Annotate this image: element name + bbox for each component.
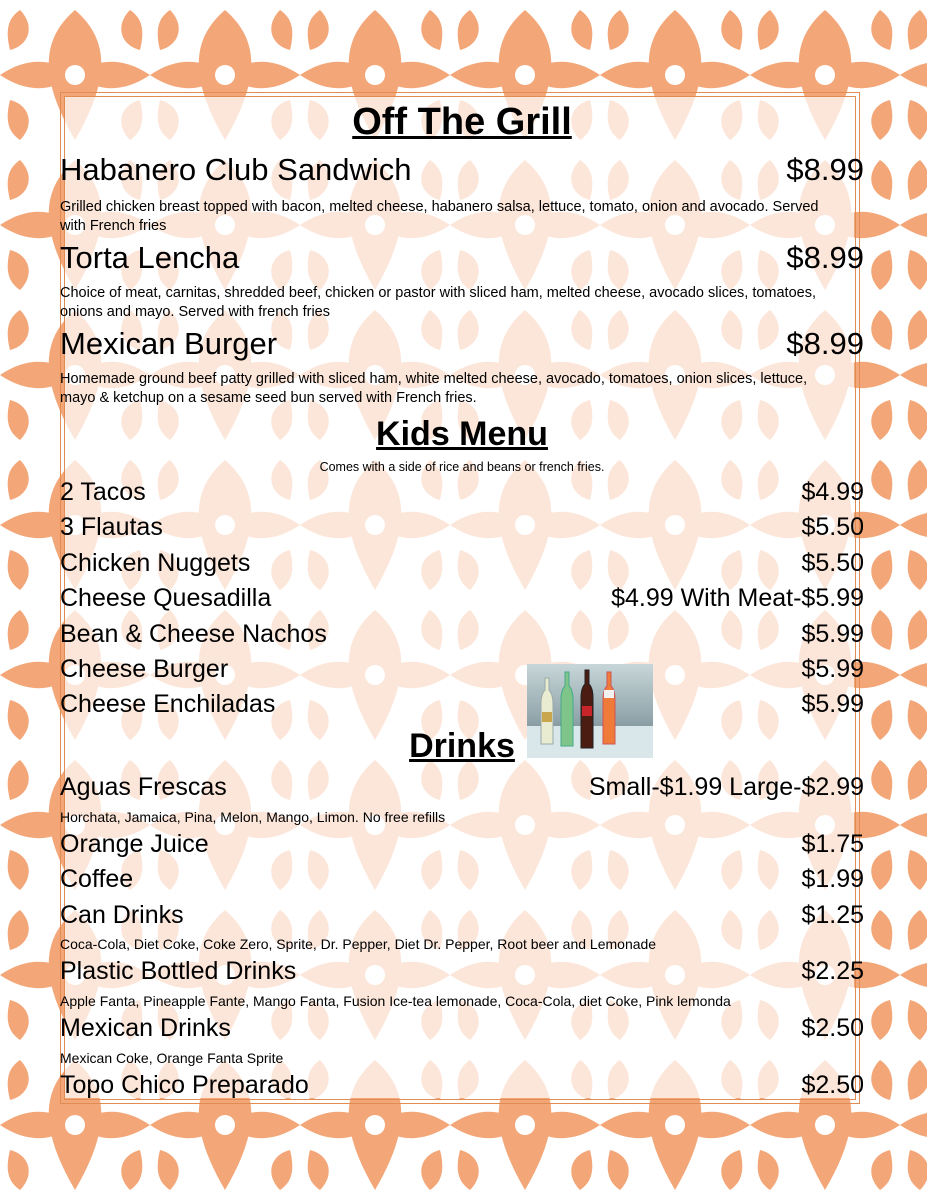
item-name: Mexican Burger xyxy=(60,326,278,361)
menu-sheet xyxy=(60,92,864,1102)
item-price: $5.99 xyxy=(801,690,864,718)
item-description: Choice of meat, carnitas, shredded beef, chicken or pastor with sliced ham, melted cheese, avocado slices, tomatoes, onions and mayo. Served with french fries xyxy=(60,285,816,320)
menu-item-3-flautas xyxy=(60,511,864,547)
item-name: Coffee xyxy=(60,865,134,893)
item-name: Orange Juice xyxy=(60,830,209,858)
item-name: Can Drinks xyxy=(60,901,184,929)
item-description: Mexican Coke, Orange Fanta Sprite xyxy=(60,1050,284,1066)
menu-item-2-tacos xyxy=(60,476,864,512)
menu-item-torta-lencha xyxy=(60,240,864,276)
menu-item-chicken-nuggets xyxy=(60,547,864,583)
section-title-drinks: Drinks xyxy=(409,727,515,765)
item-price: $2.50 xyxy=(801,1071,864,1099)
item-name: Aguas Frescas xyxy=(60,773,227,801)
menu-item-aguas-frescas xyxy=(60,771,864,807)
item-description: Homemade ground beef patty grilled with sliced ham, white melted cheese, avocado, tomatoes, onion slices, lettuce, mayo & ketchup on a sesame seed bun served with French fries. xyxy=(60,371,808,406)
menu-item-plastic-bottled-drinks xyxy=(60,955,864,991)
menu-item-topo-chico-preparado xyxy=(60,1069,864,1105)
item-name: Torta Lencha xyxy=(60,240,240,275)
menu-item-can-drinks xyxy=(60,899,864,935)
item-name: Cheese Burger xyxy=(60,655,229,683)
item-description: Coca-Cola, Diet Coke, Coke Zero, Sprite, Dr. Pepper, Diet Dr. Pepper, Root beer and Lemonade xyxy=(60,936,657,952)
item-name: Cheese Enchiladas xyxy=(60,690,276,718)
item-description: Horchata, Jamaica, Pina, Melon, Mango, Limon. No free refills xyxy=(60,809,446,825)
item-price: $1.25 xyxy=(801,901,864,929)
item-price: $5.50 xyxy=(801,549,864,577)
item-name: Plastic Bottled Drinks xyxy=(60,957,297,985)
item-name: Cheese Quesadilla xyxy=(60,584,272,612)
item-price: $4.99 xyxy=(801,478,864,506)
menu-item-cheese-burger xyxy=(60,653,864,689)
menu-item-mexican-drinks xyxy=(60,1012,864,1048)
item-price: $1.75 xyxy=(801,830,864,858)
item-price: $5.99 xyxy=(801,620,864,648)
menu-item-cheese-enchiladas xyxy=(60,688,864,724)
menu-item-bean-cheese-nachos xyxy=(60,618,864,654)
menu-item-habanero-club-sandwich xyxy=(60,152,864,188)
item-name: 2 Tacos xyxy=(60,478,146,506)
item-price: $5.50 xyxy=(801,513,864,541)
item-name: Mexican Drinks xyxy=(60,1014,231,1042)
item-price: $1.99 xyxy=(801,865,864,893)
kids-menu-note: Comes with a side of rice and beans or french fries. xyxy=(319,460,605,474)
section-title-kids-menu: Kids Menu xyxy=(376,415,548,453)
menu-item-coffee xyxy=(60,863,864,899)
item-description: Grilled chicken breast topped with bacon, melted cheese, habanero salsa, lettuce, tomato, onion and avocado. Served with French fries xyxy=(60,199,819,234)
item-name: Chicken Nuggets xyxy=(60,549,251,577)
item-description: Apple Fanta, Pineapple Fante, Mango Fanta, Fusion Ice-tea lemonade, Coca-Cola, diet Coke, Pink lemonda xyxy=(60,993,731,1009)
menu-item-mexican-burger xyxy=(60,326,864,362)
item-price: $2.25 xyxy=(801,957,864,985)
item-price: Small-$1.99 Large-$2.99 xyxy=(588,773,864,801)
section-title-off-the-grill: Off The Grill xyxy=(352,101,572,143)
item-price: $8.99 xyxy=(786,326,864,361)
item-price: $5.99 xyxy=(801,655,864,683)
item-price: $4.99 With Meat-$5.99 xyxy=(611,584,864,612)
menu-item-orange-juice xyxy=(60,828,864,864)
item-price: $8.99 xyxy=(786,240,864,275)
item-price: $8.99 xyxy=(786,152,864,187)
menu-item-cheese-quesadilla xyxy=(60,582,864,618)
item-name: Topo Chico Preparado xyxy=(60,1071,309,1099)
item-name: Habanero Club Sandwich xyxy=(60,152,412,187)
item-name: 3 Flautas xyxy=(60,513,163,541)
item-price: $2.50 xyxy=(801,1014,864,1042)
item-name: Bean & Cheese Nachos xyxy=(60,620,327,648)
